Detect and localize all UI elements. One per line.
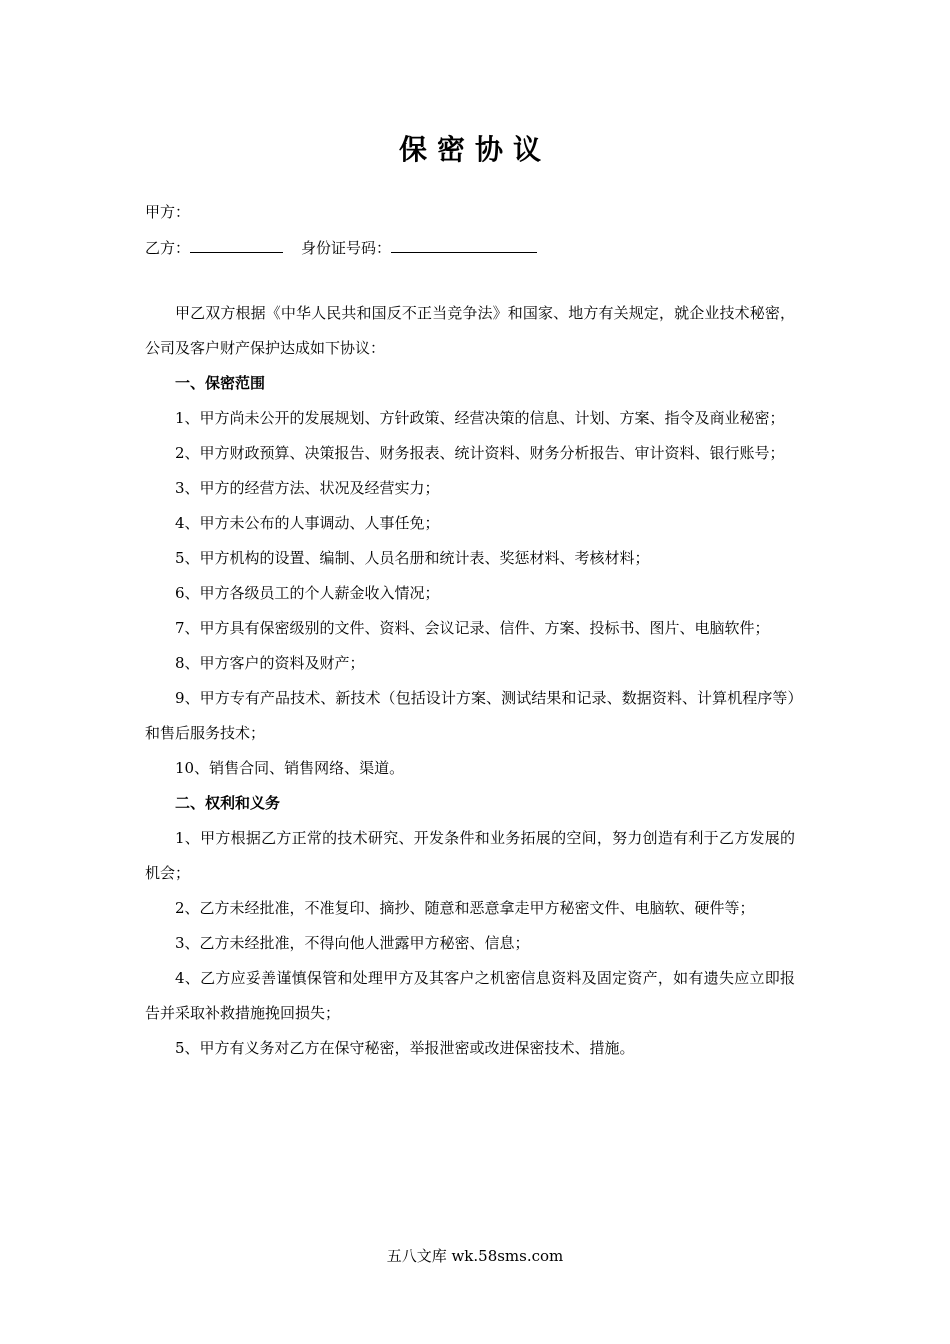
party-b-id-blank bbox=[391, 235, 537, 253]
list-item: 2、乙方未经批准，不准复印、摘抄、随意和恶意拿走甲方秘密文件、电脑软、硬件等； bbox=[175, 899, 755, 917]
footer-watermark: 五八文库 wk.58sms.com bbox=[386, 1247, 564, 1265]
intro-paragraph: 甲乙双方根据《中华人民共和国反不正当竞争法》和国家、地方有关规定，就企业技术秘密，公司及客户财产保护达成如下协议： bbox=[145, 304, 795, 357]
party-b-label: 乙方： bbox=[145, 239, 191, 257]
list-item: 8、甲方客户的资料及财产； bbox=[175, 654, 365, 672]
list-item: 10、销售合同、销售网络、渠道。 bbox=[175, 759, 405, 777]
agreement-body bbox=[145, 296, 795, 1066]
list-item: 4、甲方未公布的人事调动、人事任免； bbox=[175, 514, 440, 532]
section1-heading: 一、保密范围 bbox=[175, 374, 266, 392]
list-item: 4、乙方应妥善谨慎保管和处理甲方及其客户之机密信息资料及固定资产，如有遗失应立即报告并采取补救措施挽回损失； bbox=[145, 969, 795, 1022]
list-item: 2、甲方财政预算、决策报告、财务报表、统计资料、财务分析报告、审计资料、银行账号； bbox=[175, 444, 785, 462]
list-item: 5、甲方有义务对乙方在保守秘密，举报泄密或改进保密技术、措施。 bbox=[175, 1039, 635, 1057]
list-item: 1、甲方尚未公开的发展规划、方针政策、经营决策的信息、计划、方案、指令及商业秘密； bbox=[175, 409, 785, 427]
party-b-name-blank bbox=[190, 235, 283, 253]
party-a-label: 甲方： bbox=[145, 203, 191, 221]
document-title: 保密协议 bbox=[398, 133, 551, 166]
list-item: 3、乙方未经批准，不得向他人泄露甲方秘密、信息； bbox=[175, 934, 530, 952]
list-item: 3、甲方的经营方法、状况及经营实力； bbox=[175, 479, 440, 497]
list-item: 1、甲方根据乙方正常的技术研究、开发条件和业务拓展的空间，努力创造有利于乙方发展的机会； bbox=[145, 829, 795, 882]
list-item: 5、甲方机构的设置、编制、人员名册和统计表、奖惩材料、考核材料； bbox=[175, 549, 650, 567]
list-item: 6、甲方各级员工的个人薪金收入情况； bbox=[175, 584, 440, 602]
section2-heading: 二、权利和义务 bbox=[175, 794, 281, 812]
party-a-line bbox=[145, 200, 190, 224]
list-item: 7、甲方具有保密级别的文件、资料、会议记录、信件、方案、投标书、图片、电脑软件； bbox=[175, 619, 770, 637]
party-b-line bbox=[145, 235, 537, 260]
list-item: 9、甲方专有产品技术、新技术（包括设计方案、测试结果和记录、数据资料、计算机程序等）和售后服务技术； bbox=[145, 689, 795, 742]
party-b-id-label: 身份证号码： bbox=[301, 239, 392, 257]
